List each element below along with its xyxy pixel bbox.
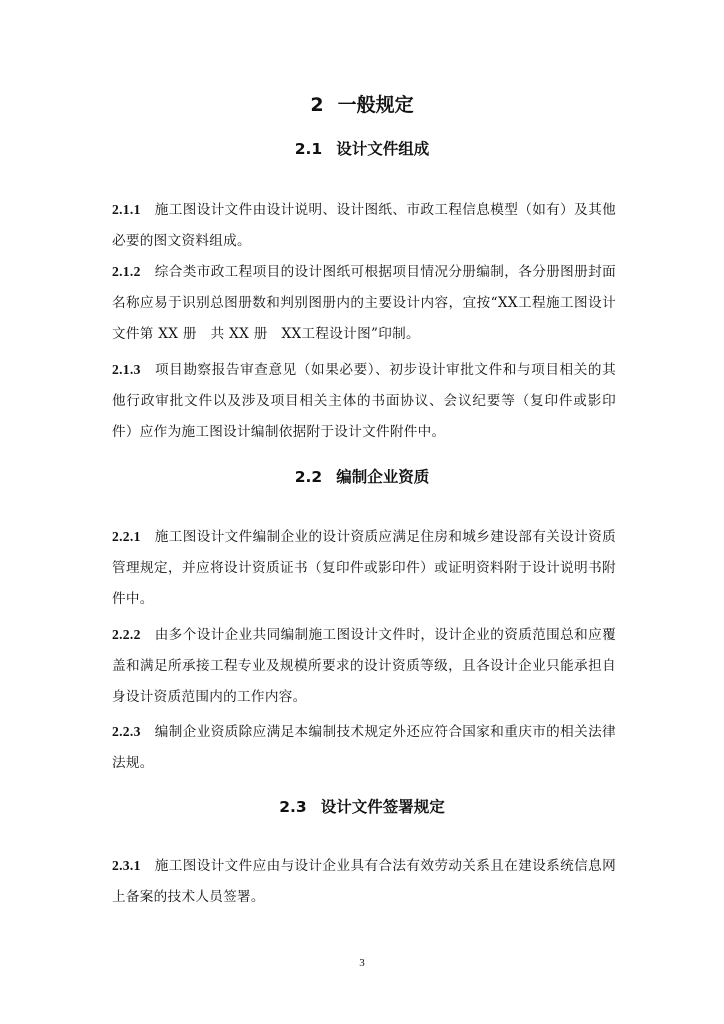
chapter-number: 2 [310,94,324,116]
clause-number: 2.1.1 [112,202,141,217]
clause-number: 2.3.1 [112,858,141,873]
clause-paragraph [112,354,616,448]
section-title: 编制企业资质 [336,468,430,486]
clause-paragraph [112,521,616,615]
clause-number: 2.2.3 [112,724,141,739]
clause-text: 施工图设计文件编制企业的设计资质应满足住房和城乡建设部有关设计资质管理规定，并应将设计资质证书（复印件或影印件）或证明资料附于设计说明书附件中。 [112,529,616,607]
clause-number: 2.1.3 [112,362,141,377]
clause-paragraph [112,256,616,350]
section-number: 2.1 [294,140,323,158]
section-number: 2.3 [279,798,307,816]
clause-number: 2.2.1 [112,529,141,544]
clause-text: 施工图设计文件由设计说明、设计图纸、市政工程信息模型（如有）及其他必要的图文资料组成。 [112,202,616,249]
clause-text: 综合类市政工程项目的设计图纸可根据项目情况分册编制，各分册图册封面名称应易于识别总图册数和判别图册内的主要设计内容，宜按“XX工程施工图设计文件第 XX 册 共 XX 册 XX工程设计图”印制。 [112,264,616,342]
section-heading [0,795,724,817]
section-title: 设计文件组成 [336,140,430,158]
section-title: 设计文件签署规定 [320,798,445,816]
chapter-title: 一般规定 [337,94,414,116]
clause-paragraph [112,716,616,779]
section-heading [0,137,724,159]
chapter-heading [0,90,724,117]
clause-text: 施工图设计文件应由与设计企业具有合法有效劳动关系且在建设系统信息网上备案的技术人员签署。 [112,858,616,905]
clause-paragraph [112,619,616,713]
clause-text: 由多个设计企业共同编制施工图设计文件时，设计企业的资质范围总和应覆盖和满足所承接工程专业及规模所要求的设计资质等级，且各设计企业只能承担自身设计资质范围内的工作内容。 [112,627,616,705]
clause-paragraph [112,850,616,913]
clause-number: 2.2.2 [112,627,141,642]
clause-text: 编制企业资质除应满足本编制技术规定外还应符合国家和重庆市的相关法律法规。 [112,724,616,771]
page-number: 3 [359,957,365,969]
clause-paragraph [112,194,616,257]
section-number: 2.2 [294,468,323,486]
section-heading [0,465,724,487]
clause-number: 2.1.2 [112,264,141,279]
clause-text: 项目勘察报告审查意见（如果必要）、初步设计审批文件和与项目相关的其他行政审批文件以及涉及项目相关主体的书面协议、会议纪要等（复印件或影印件）应作为施工图设计编制依据附于设计文件附件中。 [112,362,616,440]
